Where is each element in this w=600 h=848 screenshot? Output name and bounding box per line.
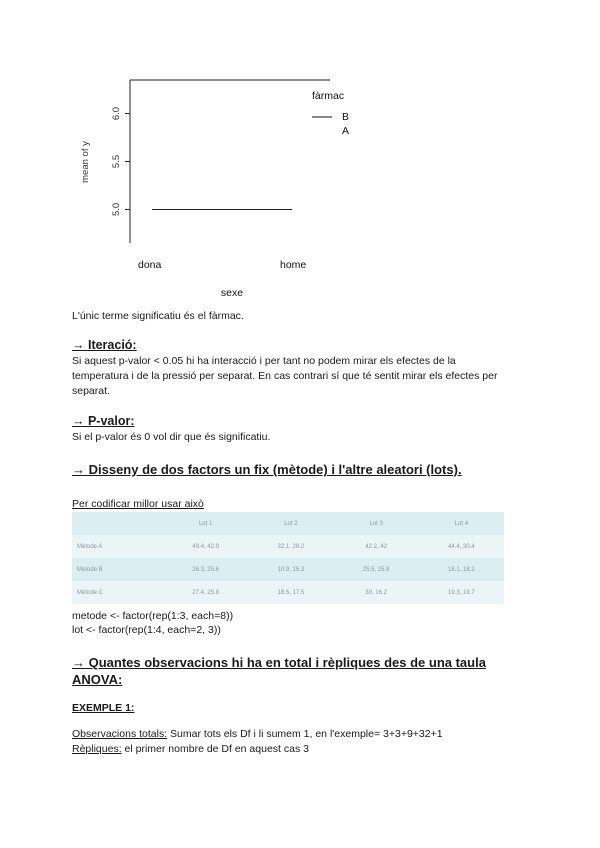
- table-row: [72, 558, 504, 581]
- table-header-cell: Lot 3: [369, 520, 383, 527]
- repliques-text: el primer nombre de Df en aquest cas 3: [121, 743, 309, 755]
- table-cell: 42.2, 42: [334, 535, 419, 558]
- table-cell: 10.9, 15.3: [277, 566, 305, 573]
- table-cell: 18.5, 17.5: [248, 581, 333, 604]
- legend-label-b: B: [342, 111, 350, 123]
- quantes-heading-1: → Quantes observacions hi ha en total i rèpliques des de una taula: [72, 655, 486, 670]
- y-tick-label: 5.0: [111, 202, 122, 217]
- caption: L'únic terme significatiu és el fàrmac.: [72, 310, 244, 322]
- observacions-label: Observacions totals:: [72, 728, 168, 740]
- table-cell: Mètode B: [77, 566, 103, 573]
- table-cell: 44.4, 30.4: [419, 535, 504, 558]
- observacions-line: [72, 727, 443, 742]
- table-cell: 18.1, 18.2: [448, 566, 475, 573]
- pvalor-line-1: Si el p-valor és 0 vol dir que és significatiu.: [72, 431, 271, 443]
- y-tick-label: 5.5: [111, 154, 122, 169]
- x-tick-label-home: home: [280, 259, 307, 271]
- table-cell: 26.3, 25.6: [192, 566, 219, 573]
- iteracio-line-1: Si aquest p-valor < 0.05 hi ha interacció i per tant no podem mirar els efectes de la: [72, 355, 456, 367]
- exemple-heading: EXEMPLE 1:: [72, 702, 135, 714]
- legend-label-a: A: [342, 125, 350, 137]
- x-axis-label: sexe: [220, 287, 244, 299]
- iteracio-heading: → Iteració:: [72, 338, 137, 352]
- table-header-row: [72, 512, 504, 535]
- repliques-label: Rèpliques:: [72, 743, 122, 755]
- repliques-line: [72, 742, 309, 757]
- table-cell: Mètode C: [72, 581, 163, 604]
- y-tick-label: 6.0: [111, 106, 122, 121]
- table-header-cell: Lot 2: [284, 520, 298, 527]
- table-cell: 19.3, 19.7: [419, 581, 504, 604]
- observacions-text: Sumar tots els Df i li sumem 1, en l'exemple= 3+3+9+32+1: [167, 728, 443, 740]
- table-cell: 32.1, 28.2: [248, 535, 333, 558]
- table-cell: 30, 16.2: [334, 581, 419, 604]
- table-cell: 49.4, 42.9: [163, 535, 248, 558]
- table-cell: 25.5, 25.8: [362, 566, 390, 573]
- code-line-1: metode <- factor(rep(1:3, each=8)): [72, 610, 234, 622]
- quantes-heading-2: ANOVA:: [72, 672, 123, 687]
- table-row: [72, 535, 504, 558]
- lots-table: [72, 512, 504, 604]
- codify-note: Per codificar millor usar això: [72, 498, 204, 510]
- table-cell: Mètode A: [72, 535, 163, 558]
- iteracio-line-2: temperatura i de la pressió per separat. En cas contrari sí que té sentit mirar els efectes per: [72, 370, 498, 382]
- table-row: [72, 581, 504, 604]
- table-header-cell: Lot 4: [454, 520, 469, 527]
- table-header-cell: [72, 512, 163, 535]
- legend-title: fàrmac: [312, 90, 345, 102]
- pvalor-heading: → P-valor:: [72, 414, 135, 428]
- interaction-plot: [0, 0, 600, 305]
- table-header-cell: Lot 1: [198, 520, 213, 527]
- lots-table-wrap: [72, 512, 504, 604]
- iteracio-line-3: separat.: [72, 385, 110, 397]
- table-cell: 27.4, 25.8: [163, 581, 248, 604]
- y-axis-label: mean of y: [80, 141, 91, 183]
- x-tick-label-dona: dona: [138, 259, 162, 271]
- code-line-2: lot <- factor(rep(1:4, each=2, 3)): [72, 624, 221, 636]
- disseny-heading: → Disseny de dos factors un fix (mètode) i l'altre aleatori (lots).: [72, 462, 462, 477]
